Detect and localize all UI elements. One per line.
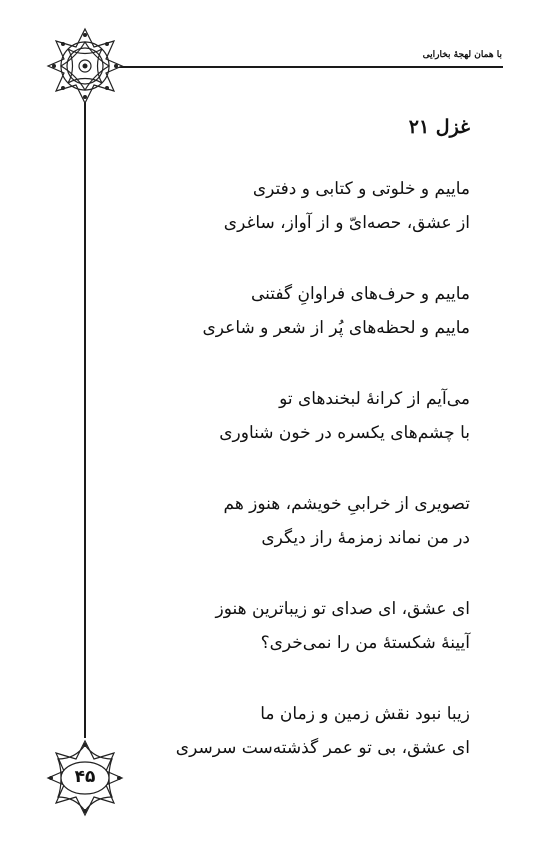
- page-number: ۴۵: [74, 767, 96, 787]
- rosette-ornament-top: [46, 27, 124, 105]
- stanza: [110, 697, 470, 765]
- margin-rule: [84, 88, 86, 738]
- verse-line: می‌آیم از کرانهٔ لبخندهای تو: [279, 389, 470, 409]
- stanza: [110, 277, 470, 345]
- verse-line: با چشم‌های یکسره در خون شناوری: [219, 423, 470, 443]
- stanza: [110, 382, 470, 450]
- verse-line: زیبا نبود نقش زمین و زمان ما: [260, 704, 470, 724]
- stanza: [110, 592, 470, 660]
- running-head: با همان لهجهٔ بخارایی: [422, 50, 502, 60]
- verse-line: آیینهٔ شکستهٔ من را نمی‌خری؟: [260, 633, 470, 653]
- poem: [110, 112, 470, 802]
- header-rule: [110, 66, 503, 68]
- verse-line: ماییم و خلوتی و کتابی و دفتری: [252, 179, 470, 199]
- poem-title: غزل ۲۱: [408, 116, 470, 138]
- verse-line: ماییم و لحظه‌های پُر از شعر و شاعری: [202, 318, 470, 338]
- stanza: [110, 172, 470, 240]
- verse-line: ماییم و حرف‌های فراوانِ گفتنی: [250, 284, 470, 304]
- verse-line: ای عشق، بی تو عمر گذشته‌ست سرسری: [175, 738, 470, 758]
- stanza: [110, 487, 470, 555]
- verse-line: از عشق، حصه‌ایّ و از آواز، ساغری: [223, 213, 470, 233]
- verse-line: ای عشق، ای صدای تو زیباترین هنوز: [215, 599, 470, 619]
- verse-line: تصویری از خرابیِ خویشم، هنوز هم: [223, 494, 470, 514]
- verse-line: در من نماند زمزمهٔ راز دیگری: [261, 528, 470, 548]
